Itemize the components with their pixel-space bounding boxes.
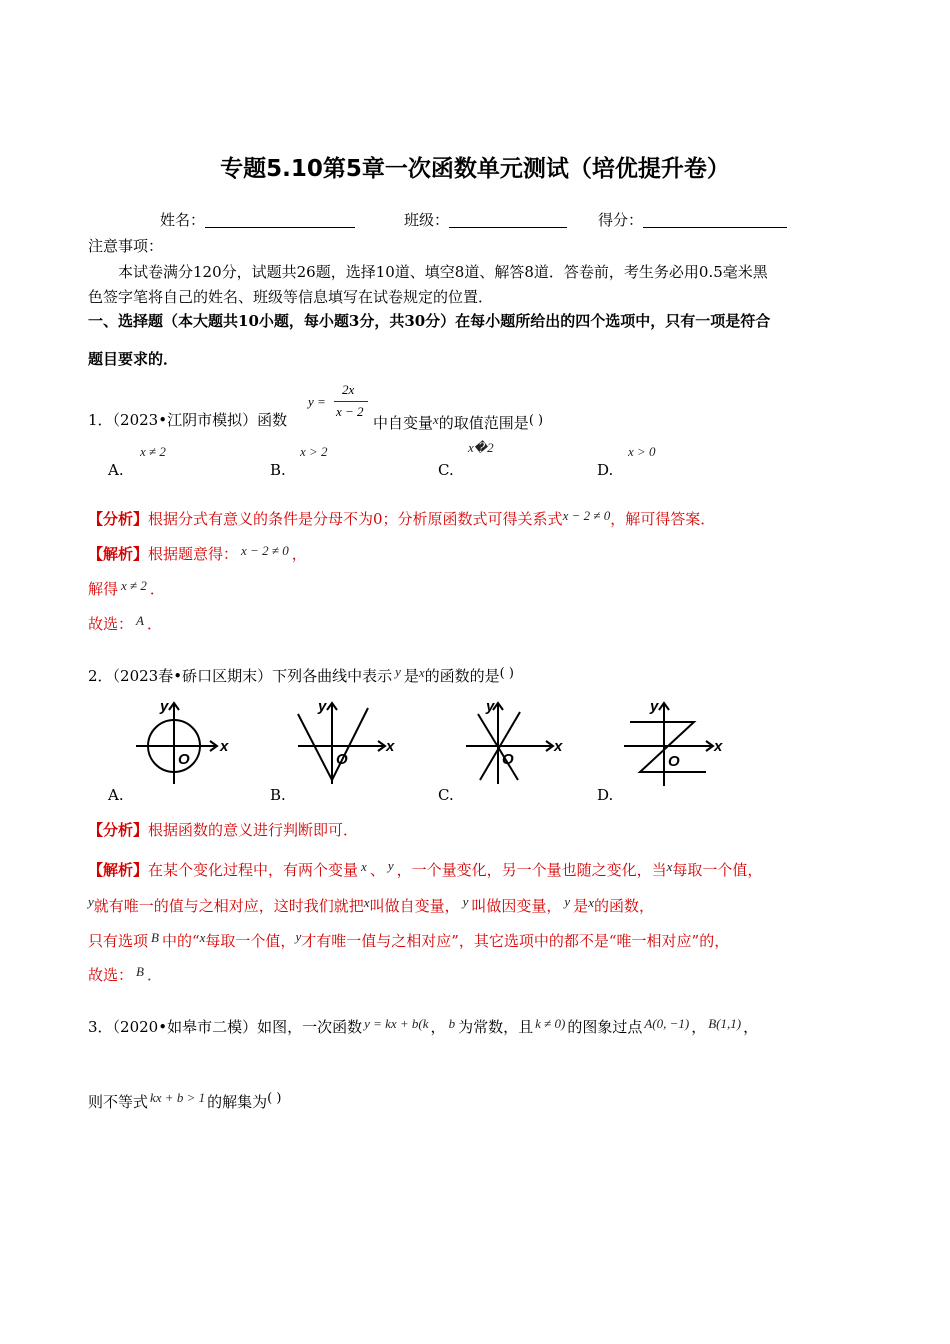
score-blank[interactable] <box>643 212 787 228</box>
q2-answer-math: B <box>136 964 144 979</box>
q1-line-cont <box>373 410 543 433</box>
q2-sol2-y3: y <box>564 894 571 909</box>
q1-answer-math: A <box>136 613 144 628</box>
q2-sol3-y: y <box>295 929 302 944</box>
q2-sol1a: 在某个变化过程中，有两个变量 <box>148 861 359 879</box>
q2-sol2-x: x <box>363 895 370 910</box>
q1-option-a[interactable]: x ≠ 2 <box>140 444 166 459</box>
q2-c-axis-y: y <box>486 698 495 715</box>
q2-a-axis-x: x <box>220 738 229 755</box>
name-blank[interactable] <box>205 212 355 228</box>
name-label: 姓名： <box>160 211 206 229</box>
q2-sol2-y: y <box>88 894 94 909</box>
notice-head: 注意事项： <box>88 237 164 255</box>
q2-graph-d[interactable] <box>620 694 730 786</box>
q2-sol3a: 只有选项 <box>88 932 149 950</box>
q3-t5: ， <box>691 1018 707 1036</box>
q2-graph-b[interactable] <box>292 694 402 786</box>
q2-sol1b: 、 <box>369 861 385 879</box>
q1-option-b-label[interactable]: B. <box>270 461 286 479</box>
q1-option-c[interactable]: x�2 <box>468 440 494 455</box>
q2-solution-line2 <box>88 892 654 916</box>
q1-option-d-label[interactable]: D. <box>597 461 614 479</box>
q2-source: （2023春•硚口区期末）下列各曲线中表示 <box>112 667 393 685</box>
section1-heading-cont: 题目要求的． <box>88 350 179 368</box>
q2-graph-c[interactable] <box>460 694 570 786</box>
q3-number: 3． <box>88 1018 113 1036</box>
q1-solution-label: 【解析】 <box>88 545 149 563</box>
q1-analysis-math: x − 2 ≠ 0 <box>562 508 611 523</box>
q1-option-a-label[interactable]: A. <box>108 461 124 479</box>
q2-b-axis-x: x <box>386 738 395 755</box>
q2-sol2d: 是 <box>573 897 589 915</box>
q2-option-b-label[interactable]: B. <box>270 786 286 804</box>
q2-text2: 是 <box>403 667 419 685</box>
q1-analysis <box>88 506 715 529</box>
q2-line <box>88 662 514 686</box>
q2-analysis-text: 根据函数的意义进行判断即可． <box>148 821 359 839</box>
q2-number: 2． <box>88 667 113 685</box>
q3-line2 <box>88 1088 281 1112</box>
name-field[interactable] <box>160 210 355 230</box>
q2-a-origin: O <box>178 751 190 768</box>
q1-solution-end: ， <box>291 545 307 563</box>
q1-answer-text: 故选： <box>88 615 134 633</box>
q3-func: y = kx + b(k <box>364 1016 429 1031</box>
q2-c-origin: O <box>502 751 514 768</box>
q2-d-origin: O <box>668 753 680 770</box>
q3-t2: ， <box>430 1018 446 1036</box>
q2-paren: ( ) <box>499 666 514 681</box>
q2-text3: 的函数的是 <box>424 667 500 685</box>
q2-solution-label: 【解析】 <box>88 861 149 879</box>
q1-solution-text: 根据题意得： <box>148 545 239 563</box>
q1-analysis-text: 根据分式有意义的条件是分母不为0；分析原函数式可得关系式 <box>148 510 563 528</box>
q1-answer <box>88 611 162 634</box>
q3-b: b <box>448 1016 456 1031</box>
q1-var-x: x <box>433 412 439 427</box>
q2-sol3b: 中的“ <box>161 932 200 950</box>
q1-analysis-label: 【分析】 <box>88 510 149 528</box>
q1-option-c-label[interactable]: C. <box>438 461 454 479</box>
q1-solution-math: x − 2 ≠ 0 <box>241 543 289 558</box>
q2-sol3c: 每取一个值， <box>205 932 296 950</box>
q2-sol2c: 叫做因变量， <box>471 897 562 915</box>
q1-func-denominator: x − 2 <box>336 404 364 419</box>
q2-answer <box>88 962 162 985</box>
q2-sol2a: 就有唯一的值与之相对应，这时我们就把 <box>93 897 364 915</box>
q2-solution-line3 <box>88 927 729 951</box>
q1-solve <box>88 576 165 599</box>
q1-solution <box>88 541 307 564</box>
notice-line1: 本试卷满分120分，试题共26题，选择10道、填空8道、解答8道．答卷前，考生务必用0.5毫米黑 <box>118 263 768 281</box>
q3-t4: 的图象过点 <box>567 1018 643 1036</box>
q1-answer-end: ． <box>146 615 162 633</box>
q2-sol1d: 每取一个值， <box>672 861 763 879</box>
q2-solution-line1 <box>88 856 762 880</box>
page-title: 专题5.10第5章一次函数单元测试（培优提升卷） <box>220 156 730 182</box>
q2-option-d-label[interactable]: D. <box>597 786 614 804</box>
q2-sol1-x2: x <box>666 859 673 874</box>
q1-func-y: y = <box>308 394 326 409</box>
q1-option-b[interactable]: x > 2 <box>300 444 328 459</box>
q3-source: （2020•如皋市二模）如图，一次函数 <box>112 1018 363 1036</box>
q2-c-axis-x: x <box>554 738 563 755</box>
q2-answer-end: ． <box>146 966 162 984</box>
class-label: 班级： <box>404 211 450 229</box>
q2-graph-a[interactable] <box>128 694 238 786</box>
q2-sol2-x2: x <box>588 895 594 910</box>
q3-line2b: 的解集为 <box>207 1093 268 1111</box>
q1-option-d[interactable]: x > 0 <box>628 444 656 459</box>
score-field[interactable] <box>598 210 787 230</box>
class-field[interactable] <box>404 210 567 230</box>
q3-t6: ， <box>743 1018 759 1036</box>
q2-analysis-label: 【分析】 <box>88 821 149 839</box>
q1-solve-end: ． <box>149 580 165 598</box>
q1-line <box>88 410 287 430</box>
q2-sol1-x: x <box>361 859 367 874</box>
q2-b-origin: O <box>336 751 348 768</box>
q3-line1 <box>88 1014 758 1037</box>
q1-solve-math: x ≠ 2 <box>121 578 147 593</box>
notice-line2: 色签字笔将自己的姓名、班级等信息填写在试卷规定的位置． <box>88 288 494 306</box>
q1-text2: 中自变量 <box>373 414 434 432</box>
q2-var-x: x <box>418 665 425 680</box>
q2-sol3d: 才有唯一值与之相对应”，其它选项中的都不是“唯一相对应”的， <box>301 932 730 950</box>
q3-line2a: 则不等式 <box>88 1093 149 1111</box>
q2-sol2-y2: y <box>462 894 469 909</box>
q3-t3: 为常数，且 <box>458 1018 534 1036</box>
q1-func-numerator: 2x <box>342 382 355 397</box>
q1-analysis-end: ，解可得答案． <box>610 510 716 528</box>
q2-sol3-B: B <box>151 930 159 945</box>
q3-point-b: B(1,1) <box>708 1016 742 1031</box>
section1-heading: 一、选择题（本大题共10小题，每小题3分，共30分）在每小题所给出的四个选项中，只有一项是符合 <box>88 312 771 330</box>
q1-text3: 的取值范围是 <box>438 414 529 432</box>
q2-var-y: y <box>395 664 401 679</box>
q2-analysis <box>88 820 358 840</box>
q2-option-a-label[interactable]: A. <box>108 786 124 804</box>
q2-answer-text: 故选： <box>88 966 134 984</box>
score-label: 得分： <box>598 211 644 229</box>
q3-inequality: kx + b > 1 <box>150 1090 206 1105</box>
q1-solve-text: 解得 <box>88 580 119 598</box>
q2-sol3-x: x <box>199 930 206 945</box>
q2-sol1c: ，一个量变化，另一个量也随之变化，当 <box>396 861 667 879</box>
q1-source: （2023•江阴市模拟）函数 <box>112 411 288 429</box>
q2-a-axis-y: y <box>160 698 169 715</box>
q2-d-axis-y: y <box>650 698 659 715</box>
class-blank[interactable] <box>449 212 567 228</box>
q3-paren: ( ) <box>267 1091 282 1106</box>
q2-b-axis-y: y <box>318 698 327 715</box>
q2-sol2e: 的函数， <box>593 897 654 915</box>
q3-cond: k ≠ 0) <box>535 1016 566 1031</box>
q1-fraction-bar <box>334 401 368 402</box>
q3-point-a: A(0, −1) <box>644 1016 690 1031</box>
q2-sol1-y: y <box>387 858 394 873</box>
q1-number: 1． <box>88 411 113 429</box>
q2-option-c-label[interactable]: C. <box>438 786 454 804</box>
q2-d-axis-x: x <box>714 738 723 755</box>
q2-sol2b: 叫做自变量， <box>369 897 460 915</box>
q1-paren: ( ) <box>528 413 544 428</box>
